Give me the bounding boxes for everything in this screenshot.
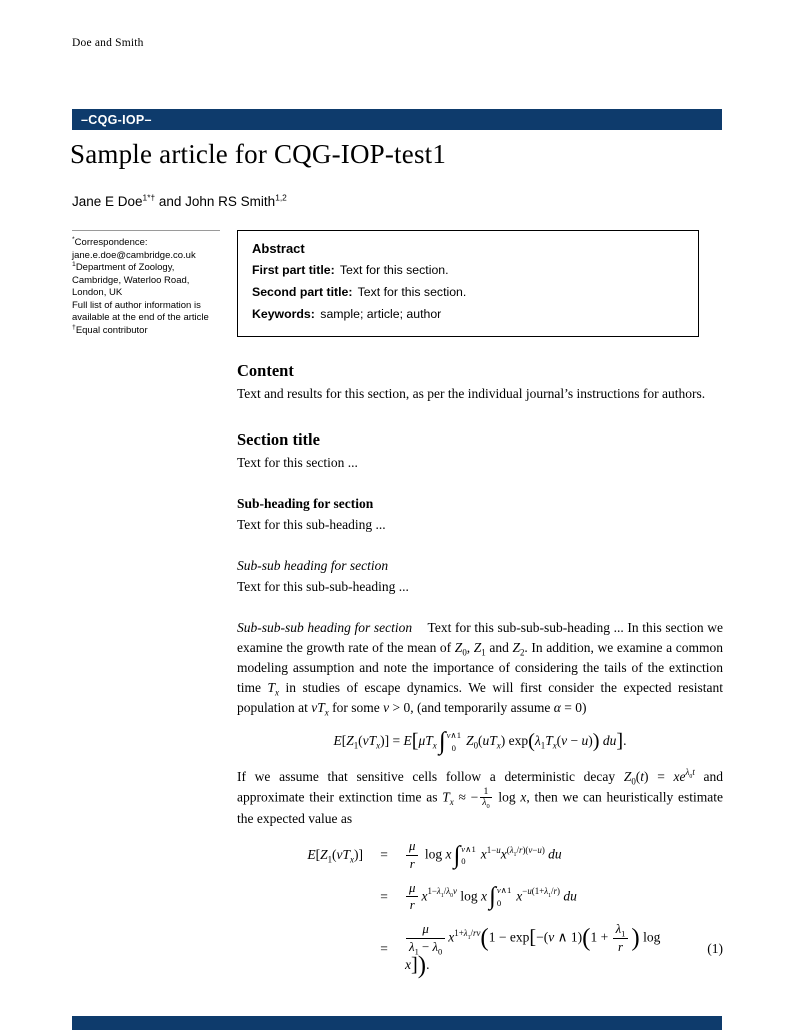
abstract-row-text: Text for this section. [357, 285, 467, 299]
equation-row [241, 881, 723, 914]
abstract-row-label: Keywords: [252, 307, 315, 321]
abstract-row-text: sample; article; author [320, 307, 442, 321]
journal-banner [72, 109, 722, 130]
aligned-equations [237, 839, 723, 979]
article-title: Sample article for CQG-IOP-test1 [70, 139, 447, 169]
equation-rhs: $\frac{\mu}{\lambda_1 - \lambda_0}$ $x^{1+\lambda_1/rv}(1 - \exp[-(v$ ∧ 1)(1 + $\frac{\lambda_1}{r}$ ) log x]). [405, 922, 661, 979]
equation-row [241, 922, 723, 979]
sidebar-note-line: Full list of author information is [72, 299, 201, 311]
equation-rhs: $\frac{\mu}{r}$ log x∫ v∧1 0 $x^{1-u}x^{(\lambda_1/r)(v-u)}$ du [405, 839, 685, 872]
paragraph-run-in-heading: Sub-sub-sub heading for section [237, 620, 413, 635]
abstract-heading: Abstract [252, 241, 305, 256]
abstract-row-text: Text for this section. [339, 263, 449, 277]
sidebar-equal-contributor: †Equal contributor [72, 323, 148, 336]
equation-relation: = [380, 888, 388, 904]
correspondence-sidebar [72, 230, 220, 337]
paragraph: Text for this sub-sub-heading ... [237, 579, 409, 594]
content-section-heading: Content [237, 361, 294, 380]
subsubsection-heading: Sub-sub heading for section [237, 558, 389, 573]
article-body [237, 361, 724, 979]
authors-line: Jane E Doe$^{1*\dagger}$ and John RS Smith$^{1,2}$ [72, 192, 287, 209]
subsection-heading: Sub-heading for section [237, 496, 374, 511]
abstract-row [252, 285, 684, 300]
sidebar-affiliation-line: London, UK [72, 287, 123, 298]
paragraph: If we assume that sensitive cells follow a deterministic decay $Z_0(t) = xe^{\lambda_0t}$ and approximate their extinction time as $T_x$ ≈ − $\frac{1}{\lambda_0}$ log x, then we can heuristically estimate the expected value as [237, 767, 723, 827]
display-equation: $E[Z_1(vT_x)] = E[\mu T_x\int$ v∧1 0 $Z_0(uT_x) \exp(\lambda_1T_x(v - u))$ du]. [333, 728, 627, 756]
paragraph [237, 618, 723, 718]
sidebar-note-line: available at the end of the article [72, 312, 209, 323]
equation-relation: = [380, 847, 388, 863]
paragraph: Text for this section ... [237, 455, 358, 470]
journal-banner-label: –CQG-IOP– [81, 112, 152, 127]
abstract-box [237, 230, 699, 337]
sidebar-correspondence-label: *Correspondence: [72, 235, 148, 248]
equation-row [241, 839, 723, 872]
sidebar-affiliation-line: $^1$Department of Zoology, [72, 260, 175, 273]
paragraph: Text and results for this section, as per the individual journal’s instructions for authors. [237, 386, 706, 401]
sidebar-email: jane.e.doe@cambridge.co.uk [72, 249, 196, 261]
abstract-row [252, 263, 684, 278]
abstract-row-label: Second part title: [252, 285, 353, 299]
paragraph: Text for this sub-heading ... [237, 517, 386, 532]
equation-rhs: $\frac{\mu}{r}$ $x^{1-\lambda_1/\lambda_0v}$ log x∫ v∧1 0 $x^{-u(1+\lambda_1/r)}$ du [405, 881, 685, 914]
section-title-heading: Section title [237, 430, 320, 449]
equation-number: (1) [707, 940, 723, 956]
abstract-row [252, 307, 684, 322]
running-head: Doe and Smith [72, 37, 144, 49]
abstract-row-label: First part title: [252, 263, 335, 277]
equation-relation: = [380, 940, 388, 956]
paragraph-text: Text for this sub-sub-sub-heading ... In this section we examine the growth rate of the mean of $Z_0$, $Z_1$ and $Z_2$. In addition, we examine a common modeling assumption and note the importance of considering the tails of the extinction time $T_x$ in studies of escape dynamics. We will first consider the expected resistant population at $vT_x$ for some v > 0, (and temporarily assume α = 0) [237, 620, 724, 718]
sidebar-affiliation-line: Cambridge, Waterloo Road, [72, 274, 190, 286]
equation-lhs: $E[Z_1(vT_x)]$ [307, 847, 363, 866]
